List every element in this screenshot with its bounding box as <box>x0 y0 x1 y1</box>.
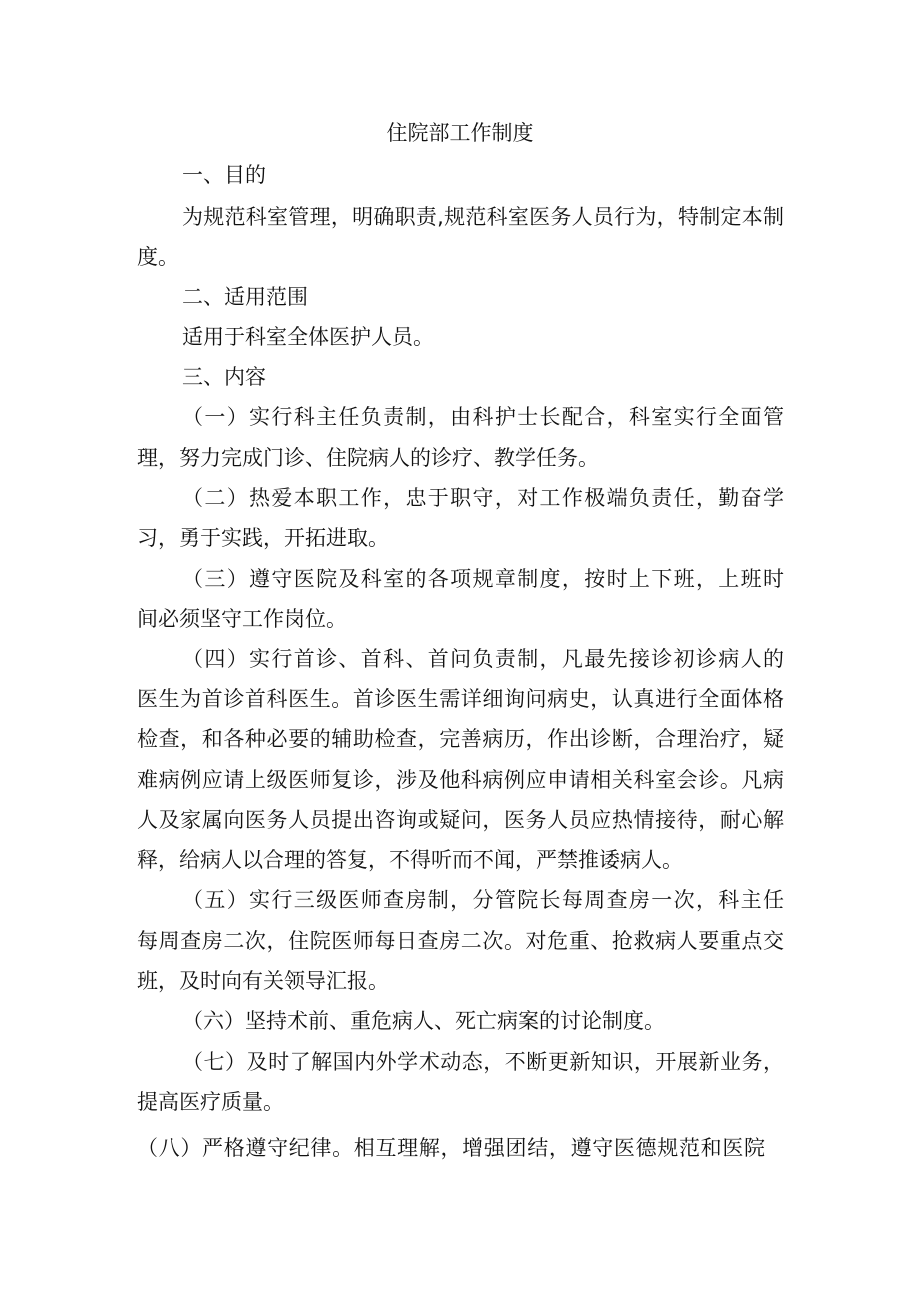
paragraph-line: 为规范科室管理，明确职责,规范科室医务人员行为，特制定本制 <box>182 205 784 229</box>
list-item-line: 间必须坚守工作岗位。 <box>137 607 347 631</box>
list-item-line: 医生为首诊首科医生。首诊医生需详细询问病史，认真进行全面体格 <box>137 687 784 711</box>
list-item-line: 释，给病人以合理的答复，不得听而不闻，严禁推诿病人。 <box>137 848 683 872</box>
list-item-line: （四）实行首诊、首科、首问负责制，凡最先接诊初诊病人的 <box>182 647 784 671</box>
list-item-line: （六）坚持术前、重危病人、死亡病案的讨论制度。 <box>182 1009 665 1033</box>
list-item-line: 每周查房二次，住院医师每日查房二次。对危重、抢救病人要重点交 <box>137 929 784 953</box>
list-item-line: 提高医疗质量。 <box>137 1090 284 1114</box>
list-item-line: 人及家属向医务人员提出咨询或疑问，医务人员应热情接待，耐心解 <box>137 808 784 832</box>
list-item-line: （七）及时了解国内外学术动态，不断更新知识，开展新业务， <box>182 1050 784 1074</box>
list-item-line: （八）严格遵守纪律。相互理解，增强团结，遵守医德规范和医院 <box>137 1136 765 1160</box>
section-heading-purpose: 一、目的 <box>182 163 266 187</box>
list-item-line: 理，努力完成门诊、住院病人的诊疗、教学任务。 <box>137 446 599 470</box>
list-item-line: 班，及时向有关领导汇报。 <box>137 969 389 993</box>
list-item-line: 习，勇于实践，开拓进取。 <box>137 526 389 550</box>
list-item-line: （五）实行三级医师查房制，分管院长每周查房一次，科主任 <box>182 888 784 912</box>
document-title: 住院部工作制度 <box>386 121 534 145</box>
paragraph-line: 度。 <box>137 245 179 269</box>
paragraph-line: 适用于科室全体医护人员。 <box>182 325 434 349</box>
list-item-line: （一）实行科主任负责制，由科护士长配合，科室实行全面管 <box>182 405 784 429</box>
list-item-line: （二）热爱本职工作，忠于职守，对工作极端负责任，勤奋学 <box>182 486 784 510</box>
section-heading-scope: 二、适用范围 <box>182 285 308 309</box>
list-item-line: （三）遵守医院及科室的各项规章制度，按时上下班，上班时 <box>182 567 784 591</box>
section-heading-content: 三、内容 <box>182 365 266 389</box>
list-item-line: 难病例应请上级医师复诊，涉及他科病例应申请相关科室会诊。凡病 <box>137 768 784 792</box>
list-item-line: 检查，和各种必要的辅助检查，完善病历，作出诊断，合理治疗，疑 <box>137 727 784 751</box>
